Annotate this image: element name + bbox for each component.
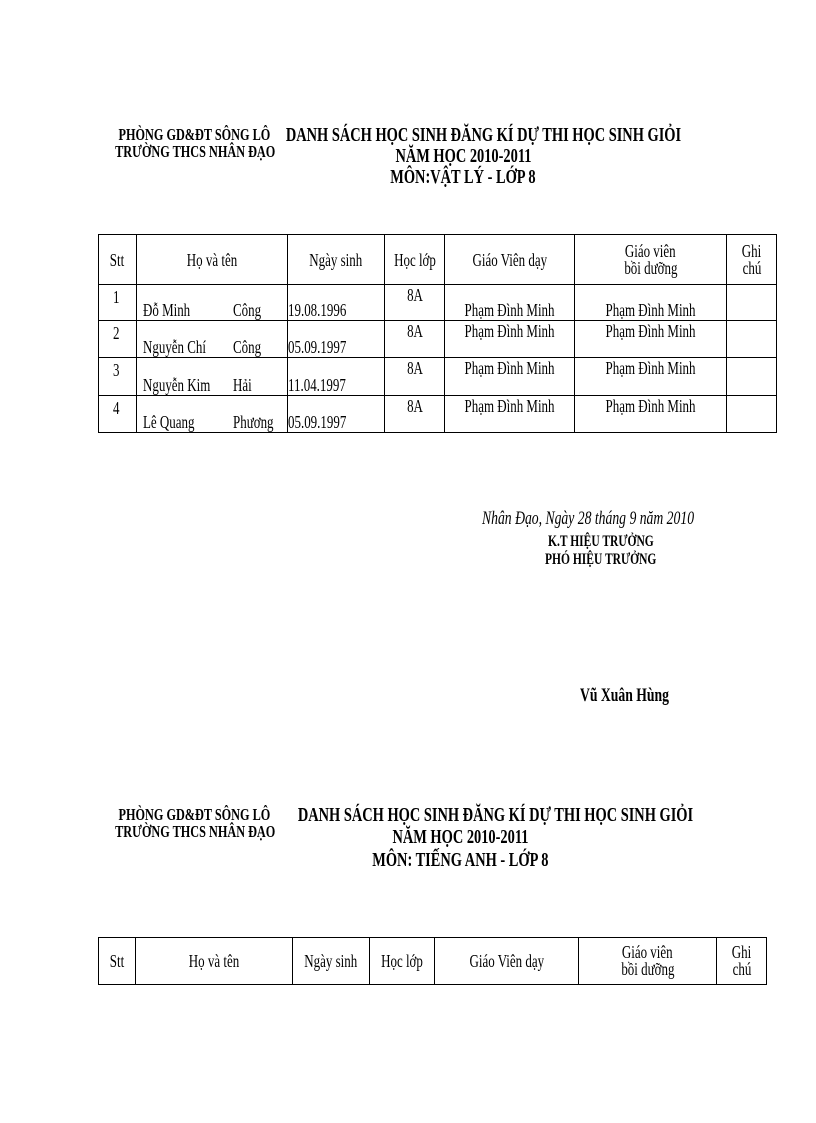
role-line-1: K.T HIỆU TRƯỞNG (548, 533, 654, 550)
subject-1: MÔN:VẬT LÝ - LỚP 8 (390, 166, 536, 188)
header-teacher: Giáo Viên dạy (445, 235, 575, 285)
cell-stt: 1 (99, 285, 137, 321)
signer-name: Vũ Xuân Hùng (580, 685, 669, 706)
header-dob: Ngày sinh (288, 235, 385, 285)
table-row (99, 358, 777, 396)
cell-teacher: Phạm Đình Minh (445, 358, 575, 396)
cell-teacher: Phạm Đình Minh (445, 396, 575, 433)
cell-class: 8A (385, 321, 445, 358)
dept-name-2: PHÒNG GD&ĐT SÔNG LÔ (118, 805, 270, 824)
school-name-2: TRƯỜNG THCS NHÂN ĐẠO (115, 822, 276, 841)
table-row (99, 396, 777, 433)
cell-first-name: Phương (233, 396, 288, 433)
cell-trainer: Phạm Đình Minh (575, 321, 727, 358)
header-dob: Ngày sinh (293, 938, 370, 985)
cell-stt: 2 (99, 321, 137, 358)
student-table-2 (98, 937, 767, 985)
school-year-1: NĂM HỌC 2010-2011 (394, 145, 531, 167)
cell-note (727, 321, 777, 358)
header-class: Học lớp (370, 938, 435, 985)
table-row (99, 321, 777, 358)
table-header-row (99, 938, 767, 985)
doc-title-2: DANH SÁCH HỌC SINH ĐĂNG KÍ DỰ THI HỌC SINH GIỎI (297, 804, 693, 826)
header-name: Họ và tên (137, 235, 288, 285)
header-name: Họ và tên (136, 938, 293, 985)
cell-trainer: Phạm Đình Minh (575, 396, 727, 433)
cell-dob: 05.09.1997 (288, 396, 385, 433)
cell-first-name: Công (233, 285, 288, 321)
cell-note (727, 285, 777, 321)
table-row (99, 285, 777, 321)
header-stt: Stt (99, 235, 137, 285)
header-note: Ghi chú (727, 235, 777, 285)
header-stt: Stt (99, 938, 136, 985)
cell-stt: 3 (99, 358, 137, 396)
cell-trainer: Phạm Đình Minh (575, 358, 727, 396)
cell-note (727, 396, 777, 433)
dept-name-1: PHÒNG GD&ĐT SÔNG LÔ (118, 125, 270, 144)
cell-class: 8A (385, 358, 445, 396)
student-table-1 (98, 234, 777, 433)
cell-note (727, 358, 777, 396)
doc-title-1: DANH SÁCH HỌC SINH ĐĂNG KÍ DỰ THI HỌC SINH GIỎI (285, 124, 681, 146)
header-trainer: Giáo viên bồi dưỡng (579, 938, 717, 985)
cell-teacher: Phạm Đình Minh (445, 285, 575, 321)
role-line-2: PHÓ HIỆU TRƯỞNG (545, 551, 657, 568)
cell-dob: 05.09.1997 (288, 321, 385, 358)
cell-last-name: Nguyễn Chí (137, 321, 233, 358)
cell-class: 8A (385, 396, 445, 433)
subject-2: MÔN: TIẾNG ANH - LỚP 8 (371, 849, 549, 871)
header-trainer: Giáo viên bồi dưỡng (575, 235, 727, 285)
cell-last-name: Nguyễn Kim (137, 358, 233, 396)
cell-dob: 19.08.1996 (288, 285, 385, 321)
cell-first-name: Công (233, 321, 288, 358)
school-name-1: TRƯỜNG THCS NHÂN ĐẠO (115, 142, 276, 161)
table-header-row (99, 235, 777, 285)
date-line: Nhân Đạo, Ngày 28 tháng 9 năm 2010 (482, 508, 695, 529)
header-teacher: Giáo Viên dạy (435, 938, 579, 985)
header-class: Học lớp (385, 235, 445, 285)
cell-last-name: Lê Quang (137, 396, 233, 433)
school-year-2: NĂM HỌC 2010-2011 (391, 826, 528, 848)
cell-trainer: Phạm Đình Minh (575, 285, 727, 321)
cell-stt: 4 (99, 396, 137, 433)
cell-last-name: Đỗ Minh (137, 285, 233, 321)
header-note: Ghi chú (717, 938, 767, 985)
cell-first-name: Hải (233, 358, 288, 396)
cell-teacher: Phạm Đình Minh (445, 321, 575, 358)
cell-dob: 11.04.1997 (288, 358, 385, 396)
cell-class: 8A (385, 285, 445, 321)
